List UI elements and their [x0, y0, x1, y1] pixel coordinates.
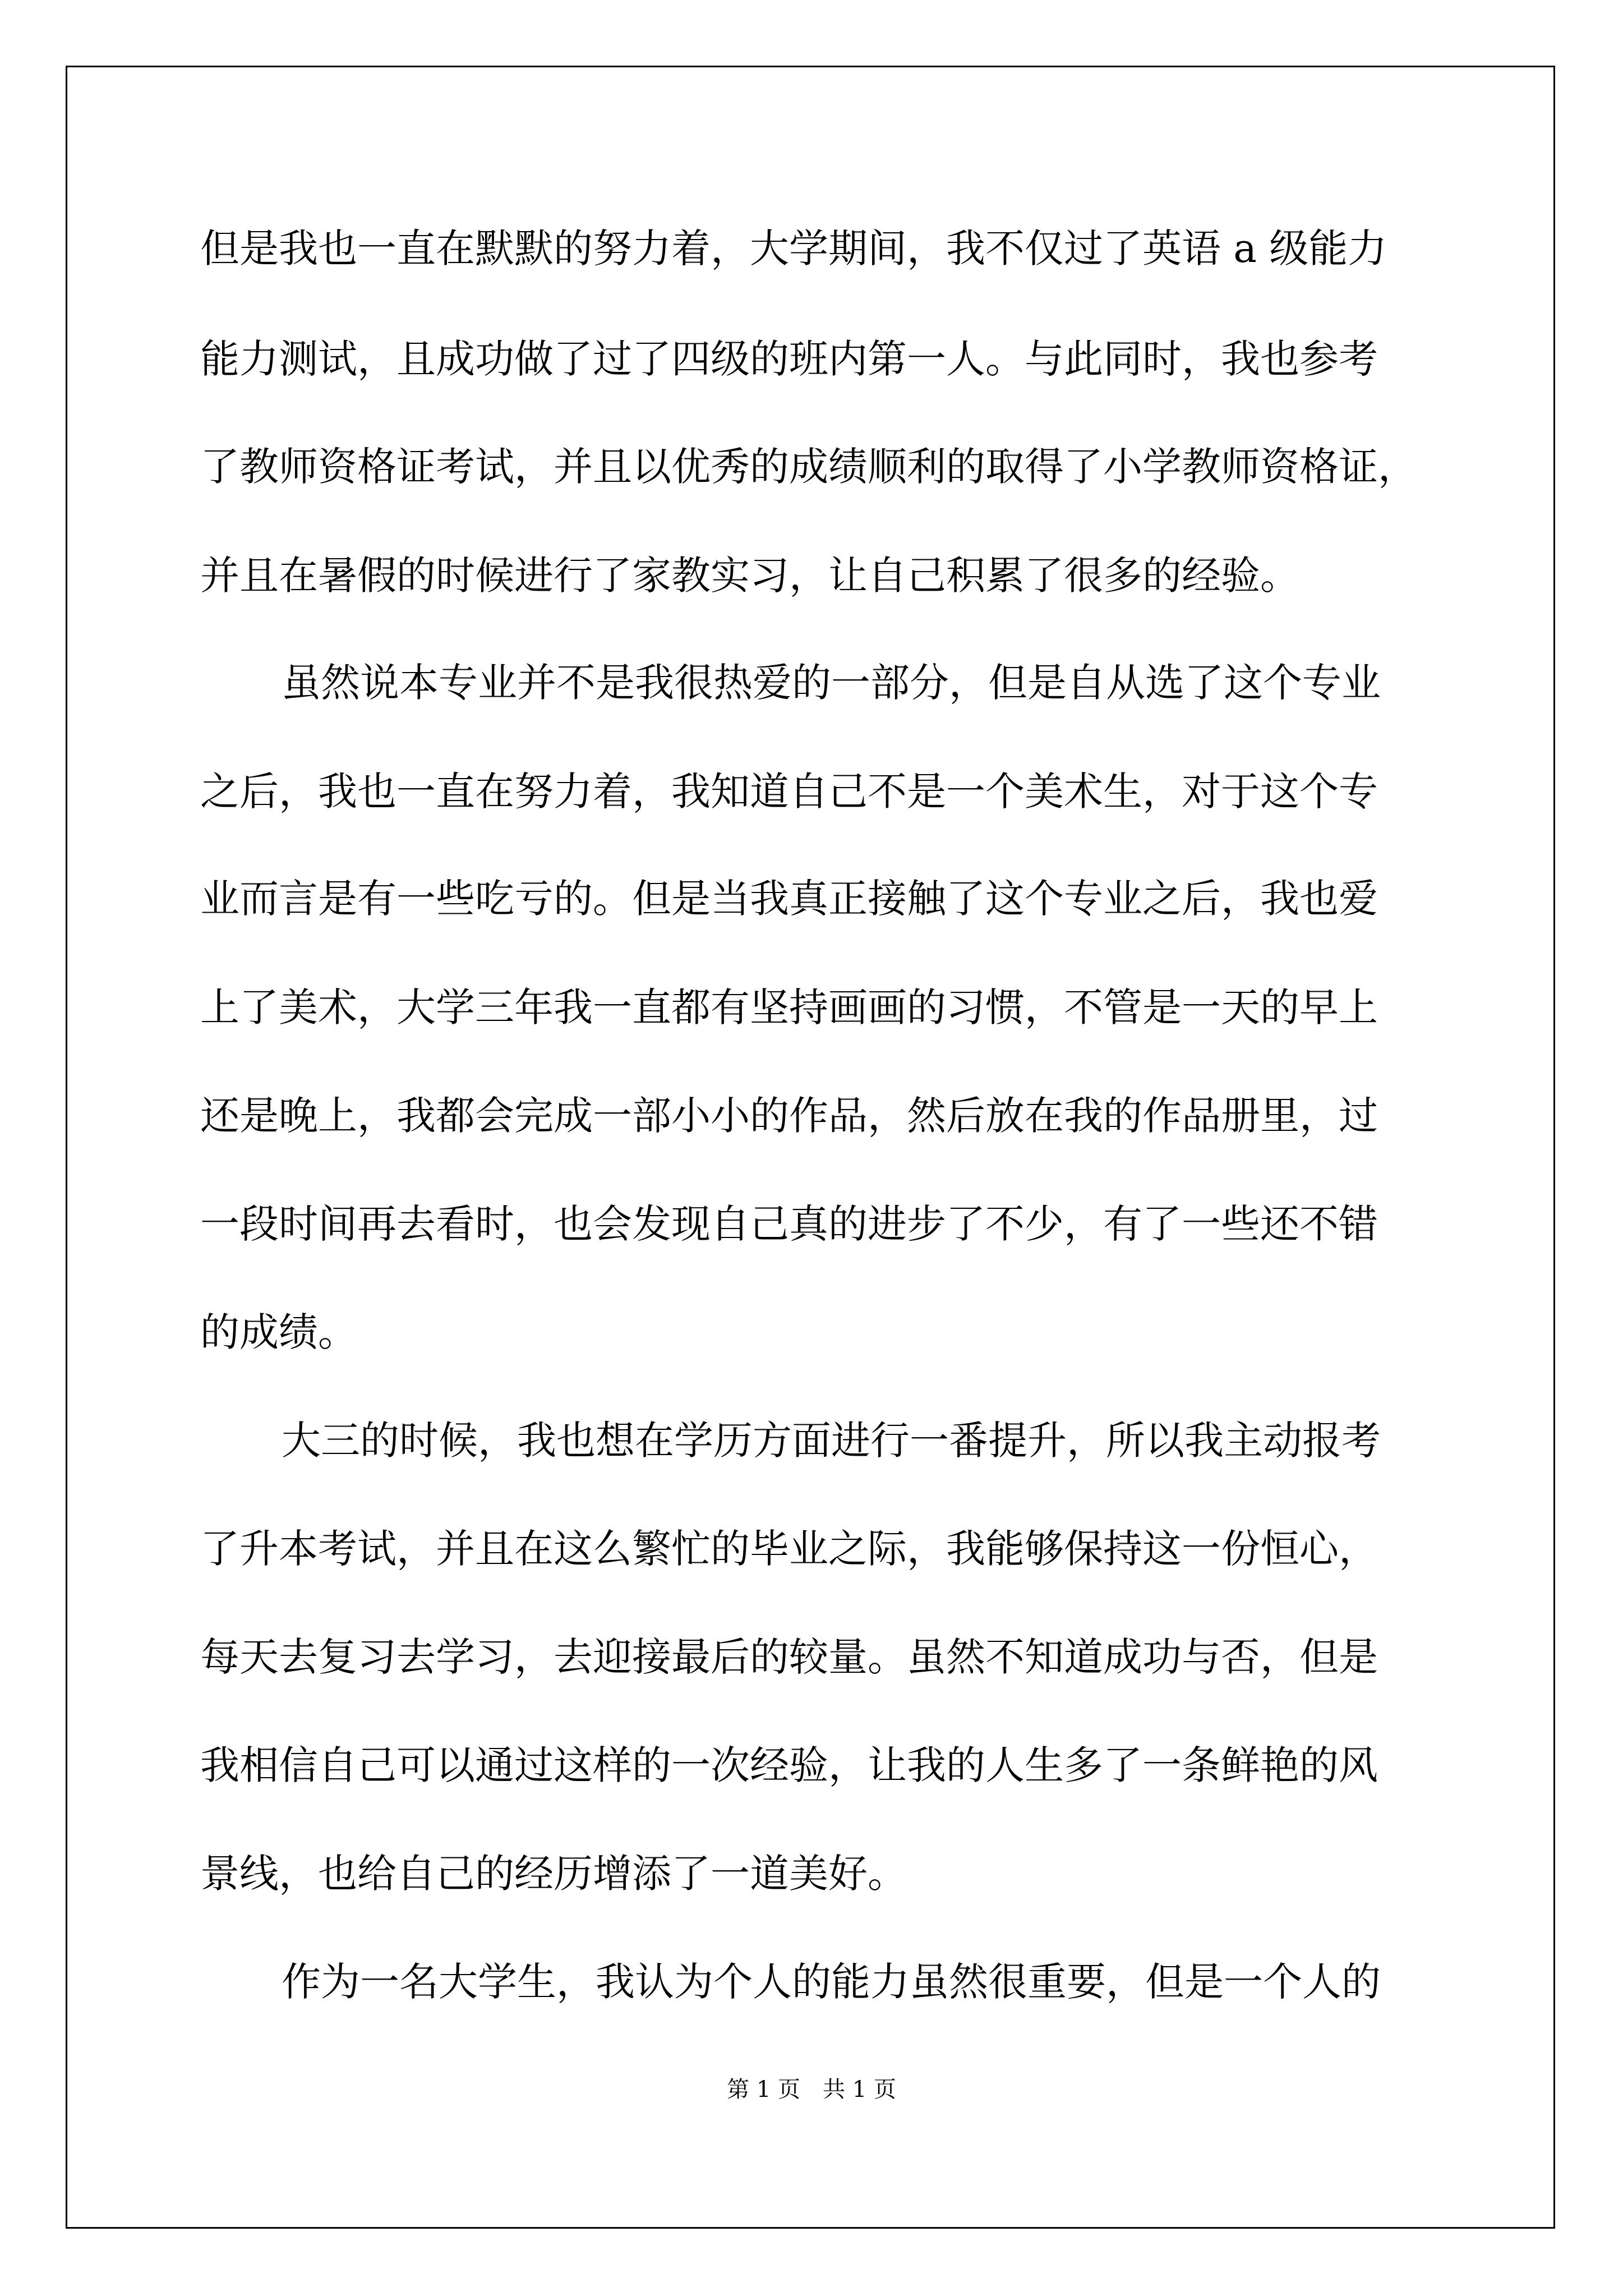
text-line: 能力测试，且成功做了过了四级的班内第一人。与此同时，我也参考 [200, 336, 1378, 382]
text-line: 上了美术，大学三年我一直都有坚持画画的习惯，不管是一天的早上 [200, 984, 1378, 1030]
text-line: 的成绩。 [200, 1309, 357, 1355]
text-line: 一段时间再去看时，也会发现自己真的进步了不少，有了一些还不错 [200, 1201, 1378, 1247]
text-line: 还是晚上，我都会完成一部小小的作品，然后放在我的作品册里，过 [200, 1093, 1378, 1139]
page-footer: 第 1 页 共 1 页 [727, 2077, 896, 2102]
text-line: 但是我也一直在默默的努力着，大学期间，我不仅过了英语 a 级能力 [200, 226, 1387, 272]
text-line: 大三的时候，我也想在学历方面进行一番提升，所以我主动报考 [282, 1418, 1381, 1464]
text-line: 了教师资格证考试，并且以优秀的成绩顺利的取得了小学教师资格证， [200, 444, 1417, 490]
text-line: 了升本考试，并且在这么繁忙的毕业之际，我能够保持这一份恒心， [200, 1526, 1378, 1572]
text-line: 虽然说本专业并不是我很热爱的一部分，但是自从选了这个专业 [282, 660, 1381, 706]
text-line: 作为一名大学生，我认为个人的能力虽然很重要，但是一个人的 [282, 1959, 1381, 2005]
text-line: 每天去复习去学习，去迎接最后的较量。虽然不知道成功与否，但是 [200, 1634, 1378, 1680]
text-line: 我相信自己可以通过这样的一次经验，让我的人生多了一条鲜艳的风 [200, 1742, 1378, 1788]
text-line: 业而言是有一些吃亏的。但是当我真正接触了这个专业之后，我也爱 [200, 876, 1378, 922]
text-line: 之后，我也一直在努力着，我知道自己不是一个美术生，对于这个专 [200, 769, 1378, 815]
text-line: 并且在暑假的时候进行了家教实习，让自己积累了很多的经验。 [200, 553, 1299, 599]
text-line: 景线，也给自己的经历增添了一道美好。 [200, 1851, 907, 1897]
